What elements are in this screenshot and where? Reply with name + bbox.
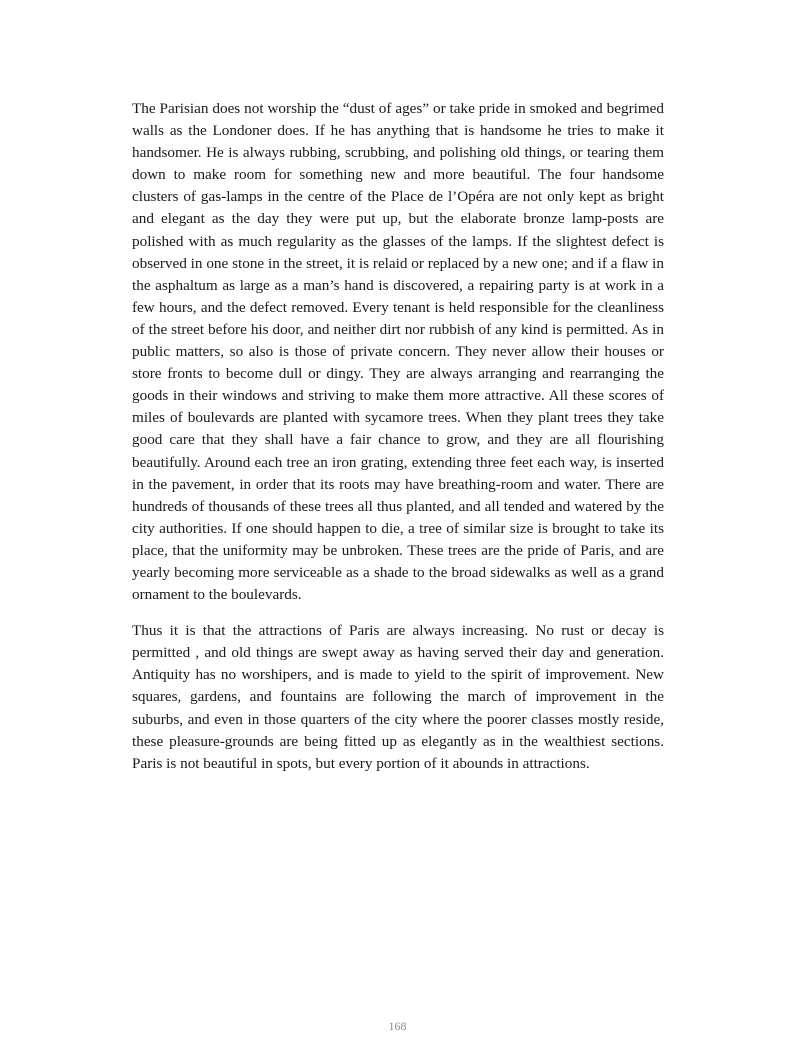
body-text [132, 98, 664, 775]
page-number: 168 [388, 1019, 407, 1033]
paragraph-2: Thus it is that the attractions of Paris are always increasing. No rust or decay is permitted , and old things are swept away as having served their day and generation. Antiquity has no worshipers, and is made to yield to the spirit of improvement. New squares, gardens, and fountains are following the march of improvement in the suburbs, and even in those quarters of the city where the poorer classes mostly reside, these pleasure-grounds are being fitted up as elegantly as in the wealthiest sections. Paris is not beautiful in spots, but every portion of it abounds in attractions. [132, 622, 664, 772]
paragraph-1: The Parisian does not worship the “dust of ages” or take pride in smoked and begrimed walls as the Londoner does. If he has anything that is handsome he tries to make it handsomer. He is always rubbing, scrubbing, and polishing old things, or tearing them down to make room for something new and more beautiful. The four handsome clusters of gas-lamps in the centre of the Place de l’Opéra are not only kept as bright and elegant as the day they were put up, but the elaborate bronze lamp-posts are polished with as much regularity as the glasses of the lamps. If the slightest defect is observed in one stone in the street, it is relaid or replaced by a new one; and if a flaw in the asphaltum as large as a man’s hand is discovered, a repairing party is at work in a few hours, and the defect removed. Every tenant is held responsible for the cleanliness of the street before his door, and neither dirt nor rubbish of any kind is permitted. As in public matters, so also is those of private concern. They never allow their houses or store fronts to become dull or dingy. They are always arranging and rearranging the goods in their windows and striving to make them more attractive. All these scores of miles of boulevards are planted with sycamore trees. When they plant trees they take good care that they shall have a fair chance to grow, and they are all flourishing beautifully. Around each tree an iron grating, extending three feet each way, is inserted in the pavement, in order that its roots may have breathing-room and water. There are hundreds of thousands of these trees all thus planted, and all tended and watered by the city authorities. If one should happen to die, a tree of similar size is brought to take its place, that the uniformity may be unbroken. These trees are the pride of Paris, and are yearly becoming more serviceable as a shade to the broad sidewalks as well as a grand ornament to the boulevards. [132, 100, 664, 604]
